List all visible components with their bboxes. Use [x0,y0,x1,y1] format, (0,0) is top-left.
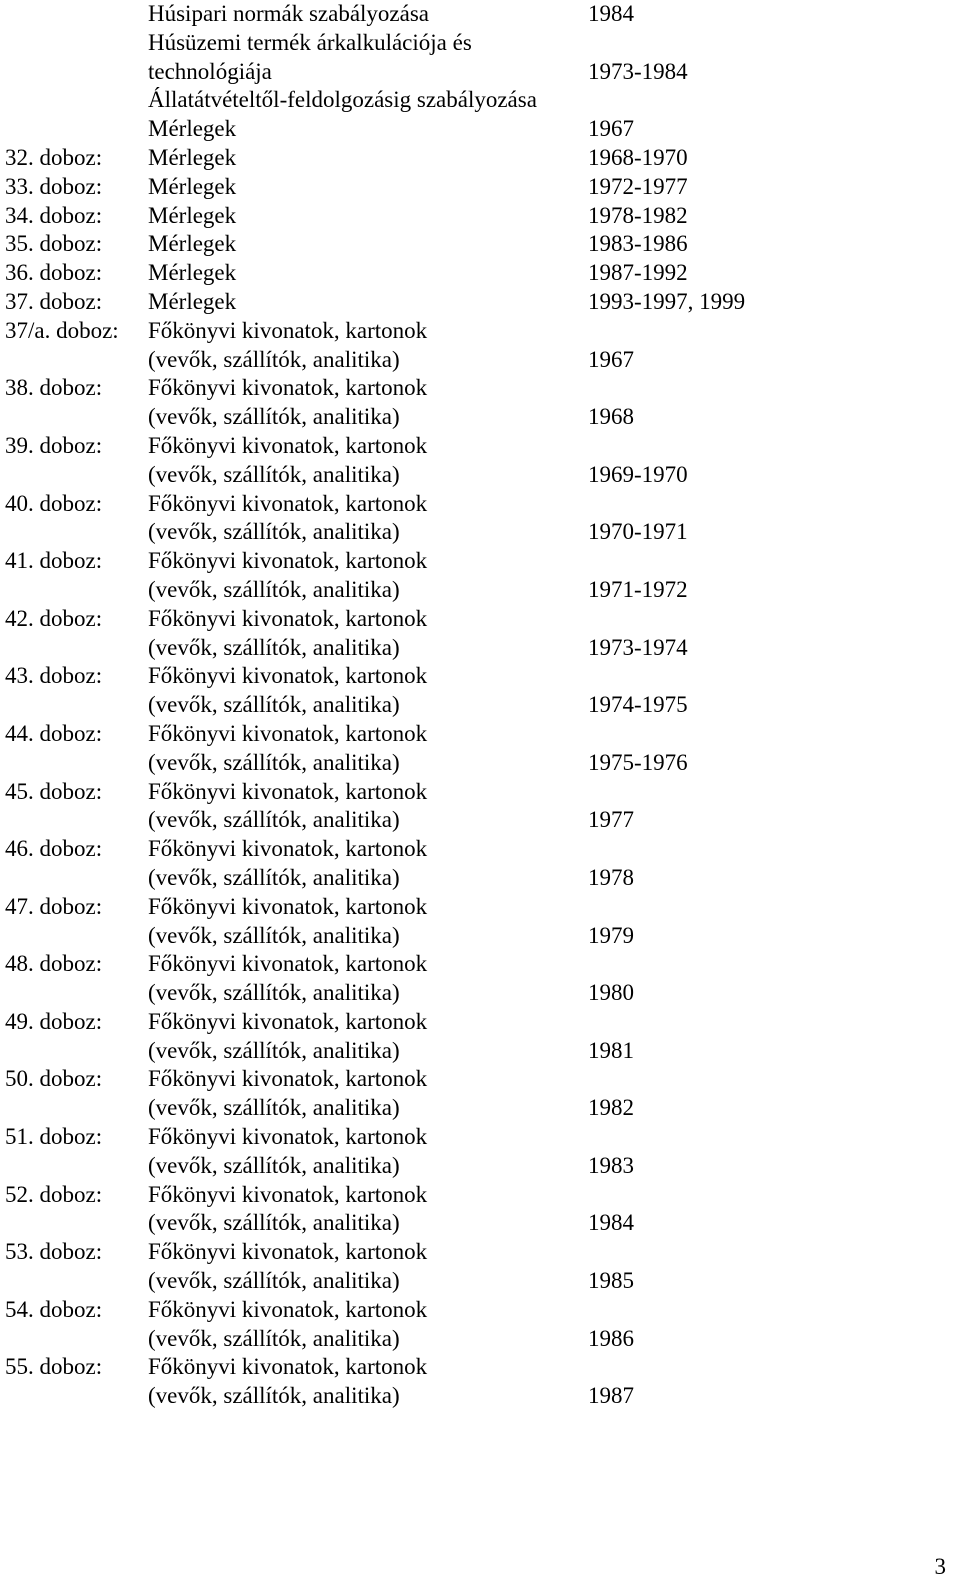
entry-description: (vevők, szállítók, analitika) [148,692,400,718]
entry-year: 1985 [588,1268,634,1294]
entry-line [0,1209,960,1238]
entry-line [0,662,960,691]
entry-line [0,1353,960,1382]
entry-line [0,1037,960,1066]
entry-description: Főkönyvi kivonatok, kartonok [148,720,428,746]
entry-year: 1979 [588,922,634,948]
entry-description: Főkönyvi kivonatok, kartonok [148,1181,428,1207]
entry-line [0,778,960,807]
box-label: 53. doboz: [5,1239,103,1265]
entry-line [0,346,960,375]
entry-description: Főkönyvi kivonatok, kartonok [148,1354,428,1380]
box-label: 55. doboz: [5,1354,103,1380]
entry-description: Mérlegek [148,144,237,170]
box-label: 48. doboz: [5,951,103,977]
entry-description: Főkönyvi kivonatok, kartonok [148,778,428,804]
entry-year: 1984 [588,1210,634,1236]
entry-description: Főkönyvi kivonatok, kartonok [148,317,428,343]
box-label: 41. doboz: [5,548,103,574]
box-label: 36. doboz: [5,260,103,286]
entry-line [0,720,960,749]
entry-line [0,1181,960,1210]
entry-year: 1981 [588,1037,634,1063]
entry-description: (vevők, szállítók, analitika) [148,1383,400,1409]
entry-description: Főkönyvi kivonatok, kartonok [148,1066,428,1092]
box-label: 37. doboz: [5,288,103,314]
entry-line [0,1065,960,1094]
entry-description: Főkönyvi kivonatok, kartonok [148,893,428,919]
entry-description: Főkönyvi kivonatok, kartonok [148,605,428,631]
entry-line [0,893,960,922]
entry-line [0,1267,960,1296]
entry-line [0,490,960,519]
entry-line [0,1325,960,1354]
entry-description: (vevők, szállítók, analitika) [148,1325,400,1351]
box-label: 46. doboz: [5,836,103,862]
entry-line [0,806,960,835]
entry-year: 1969-1970 [588,461,688,487]
entry-year: 1971-1972 [588,576,688,602]
box-label: 54. doboz: [5,1296,103,1322]
entry-description: Főkönyvi kivonatok, kartonok [148,375,428,401]
entry-description: Mérlegek [148,173,237,199]
entry-line [0,922,960,951]
entry-line [0,144,960,173]
entry-description: Főkönyvi kivonatok, kartonok [148,432,428,458]
box-label: 35. doboz: [5,231,103,257]
entry-line [0,691,960,720]
box-label: 37/a. doboz: [5,317,119,343]
entry-year: 1975-1976 [588,749,688,775]
entry-description: Mérlegek [148,260,237,286]
entry-year: 1983 [588,1152,634,1178]
entry-description: Főkönyvi kivonatok, kartonok [148,951,428,977]
entry-year: 1977 [588,807,634,833]
entry-year: 1973-1974 [588,634,688,660]
entry-description: Húsipari normák szabályozása [148,1,430,26]
entry-line [0,461,960,490]
entry-line [0,173,960,202]
box-label: 51. doboz: [5,1124,103,1150]
entry-description: Főkönyvi kivonatok, kartonok [148,836,428,862]
entry-line [0,432,960,461]
entry-line [0,1123,960,1152]
entry-line [0,605,960,634]
entry-year: 1987 [588,1383,634,1409]
entry-description: (vevők, szállítók, analitika) [148,980,400,1006]
entry-description: Állatátvételtől-feldolgozásig szabályozása [148,87,537,113]
entry-line [0,202,960,231]
entry-description: Főkönyvi kivonatok, kartonok [148,490,428,516]
entry-year: 1980 [588,980,634,1006]
entry-description: Főkönyvi kivonatok, kartonok [148,1124,428,1150]
entry-description: Főkönyvi kivonatok, kartonok [148,1296,428,1322]
entry-line [0,547,960,576]
entry-line [0,634,960,663]
box-label: 52. doboz: [5,1181,103,1207]
box-label: 39. doboz: [5,432,103,458]
entry-description: Mérlegek [148,116,237,142]
entry-year: 1972-1977 [588,173,688,199]
entry-description: (vevők, szállítók, analitika) [148,1095,400,1121]
entry-line [0,1094,960,1123]
entry-line [0,86,960,115]
entry-description: (vevők, szállítók, analitika) [148,807,400,833]
entry-line [0,58,960,87]
box-label: 47. doboz: [5,893,103,919]
entry-line [0,1152,960,1181]
entry-description: (vevők, szállítók, analitika) [148,864,400,890]
entry-line [0,230,960,259]
entry-description: (vevők, szállítók, analitika) [148,346,400,372]
box-label: 38. doboz: [5,375,103,401]
box-label: 40. doboz: [5,490,103,516]
entry-line [0,576,960,605]
entry-line [0,317,960,346]
entry-year: 1993-1997, 1999 [588,288,746,314]
entry-year: 1978-1982 [588,202,688,228]
entry-line [0,259,960,288]
box-label: 32. doboz: [5,144,103,170]
entry-description: Mérlegek [148,288,237,314]
entry-year: 1987-1992 [588,260,688,286]
entry-year: 1970-1971 [588,519,688,545]
entry-line [0,518,960,547]
entry-description: Húsüzemi termék árkalkulációja és [148,29,472,55]
entry-year: 1978 [588,864,634,890]
entry-line [0,115,960,144]
entry-description: Főkönyvi kivonatok, kartonok [148,1008,428,1034]
entry-description: Mérlegek [148,202,237,228]
entry-line [0,0,960,29]
entry-year: 1982 [588,1095,634,1121]
entry-line [0,288,960,317]
entry-year: 1967 [588,116,634,142]
box-label: 33. doboz: [5,173,103,199]
entry-description: Főkönyvi kivonatok, kartonok [148,663,428,689]
box-label: 34. doboz: [5,202,103,228]
entry-description: (vevők, szállítók, analitika) [148,1152,400,1178]
entry-description: technológiája [148,58,272,84]
entry-year: 1984 [588,1,634,26]
entry-description: (vevők, szállítók, analitika) [148,922,400,948]
entry-description: Főkönyvi kivonatok, kartonok [148,548,428,574]
entry-year: 1967 [588,346,634,372]
box-label: 43. doboz: [5,663,103,689]
entry-description: (vevők, szállítók, analitika) [148,519,400,545]
entry-line [0,1382,960,1411]
entry-year: 1983-1986 [588,231,688,257]
entry-description: (vevők, szállítók, analitika) [148,404,400,430]
page-number: 3 [934,1554,946,1579]
entry-description: Mérlegek [148,231,237,257]
entry-description: (vevők, szállítók, analitika) [148,1268,400,1294]
entry-year: 1968 [588,404,634,430]
entry-line [0,835,960,864]
entry-line [0,374,960,403]
entry-year: 1974-1975 [588,692,688,718]
entry-description: Főkönyvi kivonatok, kartonok [148,1239,428,1265]
entry-year: 1973-1984 [588,58,688,84]
box-label: 50. doboz: [5,1066,103,1092]
box-label: 44. doboz: [5,720,103,746]
entry-year: 1986 [588,1325,634,1351]
entry-line [0,950,960,979]
entry-line [0,29,960,58]
entry-year: 1968-1970 [588,144,688,170]
entry-line [0,864,960,893]
entry-line [0,749,960,778]
entry-description: (vevők, szállítók, analitika) [148,1210,400,1236]
box-label: 45. doboz: [5,778,103,804]
entry-description: (vevők, szállítók, analitika) [148,1037,400,1063]
entry-line [0,979,960,1008]
entry-description: (vevők, szállítók, analitika) [148,749,400,775]
box-label: 49. doboz: [5,1008,103,1034]
entry-line [0,1238,960,1267]
entry-line [0,1008,960,1037]
box-label: 42. doboz: [5,605,103,631]
entry-line [0,403,960,432]
entry-line [0,1296,960,1325]
entry-description: (vevők, szállítók, analitika) [148,576,400,602]
entry-description: (vevők, szállítók, analitika) [148,634,400,660]
entry-description: (vevők, szállítók, analitika) [148,461,400,487]
